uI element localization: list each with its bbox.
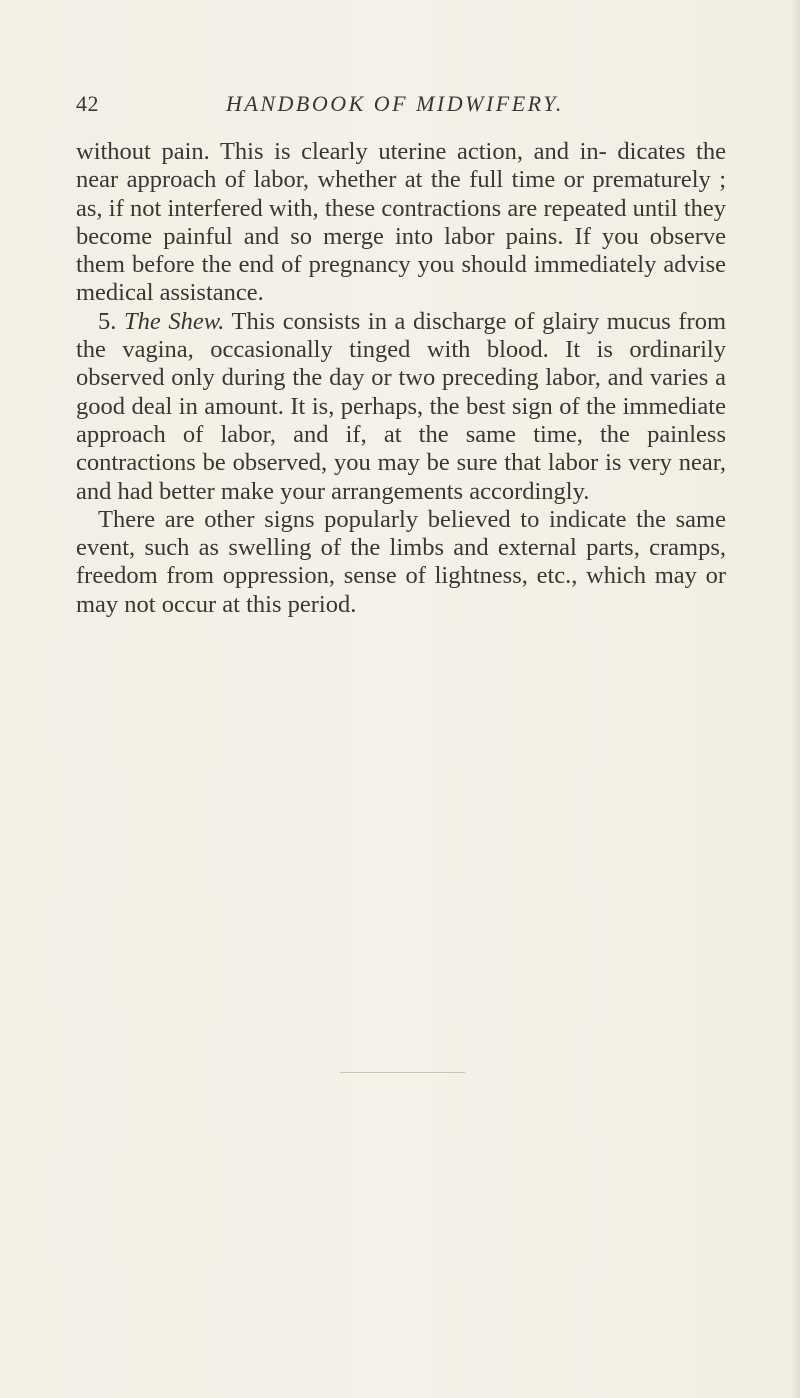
section-text: This consists in a discharge of glairy mucus from the vagina, occasionally tinged with blood. It is ordinarily observed only during the day or two preceding labor, and varies a good deal in amount. It is, perhaps, the best sign of the immediate approach of labor, and if, at the same time, the painless contractions be observed, you may be sure that labor is very near, and had better make your arrangements accordingly. [76,307,727,505]
page-edge-shadow [790,0,800,1398]
body-text [76,138,726,619]
paragraph-the-shew [76,308,726,506]
paragraph-continuation: without pain. This is clearly uterine action, and in- dicates the near approach of labor, whether at the full time or prematurely ; as, if not interfered with, these contractions are repeated until they become painful and so merge into labor pains. If you observe them before the end of pregnancy you should immediately advise medical assistance. [76,138,726,307]
decorative-rule [340,1072,465,1073]
section-heading: The Shew. [123,307,225,335]
section-number: 5. [98,307,117,335]
page-header [76,88,724,120]
paragraph-other-signs: There are other signs popularly believed to indicate the same event, such as swelling of the limbs and external parts, cramps, freedom from oppression, sense of lightness, etc., which may or may not occur at this period. [76,505,726,618]
page-number: 42 [76,91,99,116]
running-head: HANDBOOK OF MIDWIFERY. [226,91,564,116]
